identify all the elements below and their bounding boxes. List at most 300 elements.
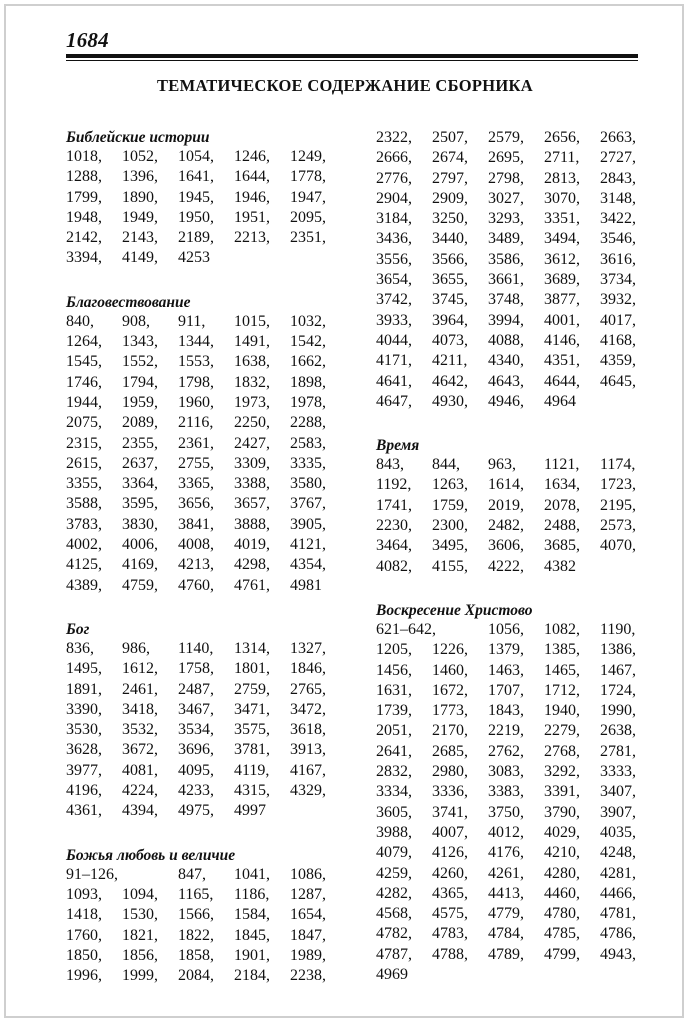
page-reference: 1264,	[66, 333, 102, 351]
page-reference: 4298,	[234, 556, 270, 574]
page-reference: 2637,	[122, 454, 158, 472]
page-reference: 1288,	[66, 168, 102, 186]
page-reference: 4121,	[290, 536, 326, 554]
page-reference: 3781,	[234, 741, 270, 759]
page-reference: 2832,	[376, 763, 412, 781]
page-reference: 844,	[432, 456, 460, 474]
page-reference: 4210,	[544, 844, 580, 862]
page-reference: 3606,	[488, 537, 524, 555]
page-reference: 4645,	[600, 372, 636, 390]
page-reference: 1641,	[178, 168, 214, 186]
page-reference: 4787,	[376, 945, 412, 963]
number-list	[66, 865, 346, 987]
page-reference: 4329,	[290, 782, 326, 800]
page-reference: 3355,	[66, 475, 102, 493]
page-reference: 3471,	[234, 700, 270, 718]
page-reference: 2089,	[122, 414, 158, 432]
page-reference: 1822,	[178, 926, 214, 944]
page-reference: 2288,	[290, 414, 326, 432]
page-reference: 4081,	[122, 761, 158, 779]
page-reference: 1891,	[66, 680, 102, 698]
page-reference: 3741,	[432, 803, 468, 821]
page-reference: 2638,	[600, 722, 636, 740]
section-gods-love	[66, 846, 346, 987]
page-reference: 3905,	[290, 515, 326, 533]
page-reference: 1847,	[290, 926, 326, 944]
page-reference: 4088,	[488, 331, 524, 349]
page-reference: 3696,	[178, 741, 214, 759]
page-reference: 2315,	[66, 434, 102, 452]
page-reference: 4641,	[376, 372, 412, 390]
page-reference: 4233,	[178, 782, 214, 800]
page-reference: 1545,	[66, 353, 102, 371]
page-reference: 3335,	[290, 454, 326, 472]
page-reference: 1082,	[544, 620, 580, 638]
page-reference: 2238,	[290, 967, 326, 985]
page-reference: 2230,	[376, 517, 412, 535]
section-evangelism	[66, 293, 346, 596]
page-reference: 4082,	[376, 557, 412, 575]
page-reference: 2084,	[178, 967, 214, 985]
page-reference: 847,	[178, 865, 206, 883]
page-reference: 4260,	[432, 864, 468, 882]
page-reference: 3745,	[432, 291, 468, 309]
page-reference: 4997	[234, 802, 266, 820]
page-reference: 4079,	[376, 844, 412, 862]
page-reference: 1758,	[178, 660, 214, 678]
page-reference: 3184,	[376, 210, 412, 228]
page-reference: 3616,	[600, 250, 636, 268]
page-reference: 2674,	[432, 149, 468, 167]
page-reference: 1672,	[432, 681, 468, 699]
header-rule-thick	[66, 54, 638, 58]
page-reference: 2695,	[488, 149, 524, 167]
page-reference: 4006,	[122, 536, 158, 554]
page-reference: 2615,	[66, 454, 102, 472]
page-reference: 4340,	[488, 352, 524, 370]
page-reference: 1707,	[488, 681, 524, 699]
page-reference: 2768,	[544, 742, 580, 760]
section-bible-stories	[66, 128, 346, 269]
page-reference: 1850,	[66, 946, 102, 964]
page-reference: 1165,	[178, 885, 214, 903]
page-reference: 3388,	[234, 475, 270, 493]
page-reference: 1192,	[376, 476, 412, 494]
page-reference: 1344,	[178, 333, 214, 351]
page-reference: 3575,	[234, 721, 270, 739]
page-reference: 4168,	[600, 331, 636, 349]
page-reference: 4095,	[178, 761, 214, 779]
page-reference: 4781,	[600, 905, 636, 923]
page-reference: 1190,	[600, 620, 636, 638]
page-reference: 1612,	[122, 660, 158, 678]
page-reference: 1385,	[544, 641, 580, 659]
page-reference: 2195,	[600, 496, 636, 514]
page-reference: 3877,	[544, 291, 580, 309]
page-reference: 4017,	[600, 311, 636, 329]
page-reference: 3994,	[488, 311, 524, 329]
page-reference: 4035,	[600, 823, 636, 841]
page-reference: 3467,	[178, 700, 214, 718]
page-reference: 1940,	[544, 702, 580, 720]
section-title: Бог	[66, 620, 90, 638]
page-reference: 3654,	[376, 271, 412, 289]
page-reference: 1996,	[66, 967, 102, 985]
page-reference: 4012,	[488, 823, 524, 841]
page-reference: 3383,	[488, 783, 524, 801]
page-reference: 4248,	[600, 844, 636, 862]
page-reference: 2482,	[488, 517, 524, 535]
page-reference: 1644,	[234, 168, 270, 186]
page-reference: 1056,	[488, 620, 524, 638]
page-reference: 1959,	[122, 393, 158, 411]
page-reference: 2663,	[600, 129, 636, 146]
page-reference: 3464,	[376, 537, 412, 555]
page-reference: 3418,	[122, 700, 158, 718]
page-reference: 3586,	[488, 250, 524, 268]
page-reference: 3964,	[432, 311, 468, 329]
page-reference: 4780,	[544, 905, 580, 923]
page-title: ТЕМАТИЧЕСКОЕ СОДЕРЖАНИЕ СБОРНИКА	[156, 76, 534, 95]
page-reference: 1845,	[234, 926, 270, 944]
page-reference-range: 621–642,	[376, 620, 436, 638]
page-reference: 3988,	[376, 823, 412, 841]
page-reference: 1463,	[488, 661, 524, 679]
page-reference: 3566,	[432, 250, 468, 268]
page-reference: 1614,	[488, 476, 524, 494]
page-reference: 1723,	[600, 476, 636, 494]
page-reference: 2300,	[432, 517, 468, 535]
page-reference: 1947,	[290, 188, 326, 206]
page-reference: 4784,	[488, 925, 524, 943]
page-reference: 2666,	[376, 149, 412, 167]
page-reference: 3605,	[376, 803, 412, 821]
page-reference: 4261,	[488, 864, 524, 882]
page-reference: 3489,	[488, 230, 524, 248]
page-reference: 1846,	[290, 660, 326, 678]
page-reference: 4365,	[432, 884, 468, 902]
page-reference: 4169,	[122, 556, 158, 574]
left-column	[66, 128, 346, 1010]
page-reference: 1798,	[178, 373, 214, 391]
page-reference: 4213,	[178, 556, 214, 574]
page-reference: 4946,	[488, 392, 524, 410]
page-reference: 1566,	[178, 906, 214, 924]
page-reference: 3656,	[178, 495, 214, 513]
page-reference: 2765,	[290, 680, 326, 698]
page-reference: 963,	[488, 456, 516, 474]
page-reference: 1898,	[290, 373, 326, 391]
page-reference: 1140,	[178, 639, 214, 657]
page-reference: 1978,	[290, 393, 326, 411]
page-reference: 3333,	[600, 763, 636, 781]
page-reference: 1314,	[234, 639, 270, 657]
page-reference: 4282,	[376, 884, 412, 902]
page-reference: 2583,	[290, 434, 326, 452]
page-reference: 3841,	[178, 515, 214, 533]
page-reference: 1379,	[488, 641, 524, 659]
page-reference: 3407,	[600, 783, 636, 801]
number-list	[376, 620, 646, 985]
page-reference: 3422,	[600, 210, 636, 228]
page-reference: 3534,	[178, 721, 214, 739]
page-reference: 4359,	[600, 352, 636, 370]
page-reference: 4119,	[234, 761, 270, 779]
page-reference: 1949,	[122, 208, 158, 226]
page-reference: 2075,	[66, 414, 102, 432]
page-reference: 3495,	[432, 537, 468, 555]
section-title: Время	[376, 437, 420, 455]
page-reference: 1990,	[600, 702, 636, 720]
page-reference: 3027,	[488, 189, 524, 207]
page-reference: 3661,	[488, 271, 524, 289]
page-reference: 3532,	[122, 721, 158, 739]
page-reference: 2813,	[544, 169, 580, 187]
page-reference: 1948,	[66, 208, 102, 226]
page-reference: 1205,	[376, 641, 412, 659]
page-reference: 3472,	[290, 700, 326, 718]
page-reference: 2759,	[234, 680, 270, 698]
page-reference: 1456,	[376, 661, 412, 679]
page-reference: 3595,	[122, 495, 158, 513]
page-reference: 2843,	[600, 169, 636, 187]
page-reference: 4029,	[544, 823, 580, 841]
page-reference: 4002,	[66, 536, 102, 554]
page-reference: 3742,	[376, 291, 412, 309]
page-reference: 1945,	[178, 188, 214, 206]
page-reference: 4394,	[122, 802, 158, 820]
page-reference: 3748,	[488, 291, 524, 309]
page-reference: 3618,	[290, 721, 326, 739]
page-reference: 2487,	[178, 680, 214, 698]
page-reference: 1094,	[122, 885, 158, 903]
page-reference: 3390,	[66, 700, 102, 718]
page-reference: 2351,	[290, 229, 326, 247]
page-reference: 1553,	[178, 353, 214, 371]
page-reference: 2189,	[178, 229, 214, 247]
page-reference: 2727,	[600, 149, 636, 167]
page-reference: 1724,	[600, 681, 636, 699]
page-reference: 3672,	[122, 741, 158, 759]
page-reference: 3293,	[488, 210, 524, 228]
page-reference: 4224,	[122, 782, 158, 800]
page-reference: 3494,	[544, 230, 580, 248]
page-reference: 3530,	[66, 721, 102, 739]
page-reference: 3364,	[122, 475, 158, 493]
page-reference: 1634,	[544, 476, 580, 494]
page-reference: 1396,	[122, 168, 158, 186]
page-reference: 4044,	[376, 331, 412, 349]
page-reference: 2143,	[122, 229, 158, 247]
page-reference: 4642,	[432, 372, 468, 390]
page-reference: 3612,	[544, 250, 580, 268]
page-reference: 1760,	[66, 926, 102, 944]
page-reference: 4259,	[376, 864, 412, 882]
page-reference: 4073,	[432, 331, 468, 349]
page-reference: 1343,	[122, 333, 158, 351]
page-reference: 2355,	[122, 434, 158, 452]
page-reference: 2904,	[376, 189, 412, 207]
page-reference: 3830,	[122, 515, 158, 533]
page-reference: 2507,	[432, 129, 468, 146]
page-reference: 2776,	[376, 169, 412, 187]
page-reference: 3783,	[66, 515, 102, 533]
page-reference: 1654,	[290, 906, 326, 924]
page-reference: 1015,	[234, 312, 270, 330]
page-reference: 1542,	[290, 333, 326, 351]
page-reference: 4799,	[544, 945, 580, 963]
page-reference: 3588,	[66, 495, 102, 513]
number-list	[376, 128, 646, 412]
page-reference: 1552,	[122, 353, 158, 371]
page-reference: 2051,	[376, 722, 412, 740]
page-reference: 1960,	[178, 393, 214, 411]
page-reference: 3657,	[234, 495, 270, 513]
page-reference: 4644,	[544, 372, 580, 390]
page-reference: 3250,	[432, 210, 468, 228]
page-reference: 4280,	[544, 864, 580, 882]
page-reference: 1759,	[432, 496, 468, 514]
page-reference: 1741,	[376, 496, 412, 514]
page-reference: 1041,	[234, 865, 270, 883]
page-reference: 4785,	[544, 925, 580, 943]
page-reference: 1946,	[234, 188, 270, 206]
page-reference: 3556,	[376, 250, 412, 268]
page-reference: 4196,	[66, 782, 102, 800]
page-reference: 1662,	[290, 353, 326, 371]
page-reference: 3083,	[488, 763, 524, 781]
page-reference: 4647,	[376, 392, 412, 410]
right-column	[376, 128, 646, 1009]
section-resurrection	[376, 601, 646, 985]
page-reference: 4943,	[600, 945, 636, 963]
page-reference: 1799,	[66, 188, 102, 206]
page-reference: 4413,	[488, 884, 524, 902]
page-reference: 1631,	[376, 681, 412, 699]
page-reference: 1246,	[234, 148, 270, 165]
page-reference: 840,	[66, 312, 94, 330]
page-reference: 3336,	[432, 783, 468, 801]
page-reference-range: 91–126,	[66, 865, 118, 883]
page-reference: 1832,	[234, 373, 270, 391]
page-reference: 1186,	[234, 885, 270, 903]
page-reference: 2142,	[66, 229, 102, 247]
page-reference: 1712,	[544, 681, 580, 699]
page-reference: 3689,	[544, 271, 580, 289]
page-reference: 3546,	[600, 230, 636, 248]
page-reference: 4126,	[432, 844, 468, 862]
page-reference: 4253	[178, 249, 210, 267]
page-reference: 2488,	[544, 517, 580, 535]
page-reference: 2762,	[488, 742, 524, 760]
page-reference: 3685,	[544, 537, 580, 555]
page-reference: 2711,	[544, 149, 580, 167]
page-reference: 4460,	[544, 884, 580, 902]
page-reference: 4783,	[432, 925, 468, 943]
page-reference: 1460,	[432, 661, 468, 679]
page-reference: 3767,	[290, 495, 326, 513]
page-reference: 1856,	[122, 946, 158, 964]
page-reference: 1093,	[66, 885, 102, 903]
page-reference: 3750,	[488, 803, 524, 821]
page-reference: 1226,	[432, 641, 468, 659]
section-title: Библейские истории	[66, 129, 210, 146]
page-reference: 4389,	[66, 576, 102, 594]
page-reference: 4759,	[122, 576, 158, 594]
section-gods-love-continued	[376, 128, 646, 412]
page-reference: 3580,	[290, 475, 326, 493]
page-reference: 1794,	[122, 373, 158, 391]
page-reference: 2909,	[432, 189, 468, 207]
page-reference: 4171,	[376, 352, 412, 370]
page-reference: 2755,	[178, 454, 214, 472]
page-reference: 4167,	[290, 761, 326, 779]
page-reference: 4176,	[488, 844, 524, 862]
page-reference: 2798,	[488, 169, 524, 187]
number-list	[66, 312, 346, 596]
page-reference: 4643,	[488, 372, 524, 390]
page-reference: 4761,	[234, 576, 270, 594]
number-list	[66, 147, 346, 269]
page-reference: 911,	[178, 312, 206, 330]
page-reference: 3790,	[544, 803, 580, 821]
page-reference: 4382	[544, 557, 576, 575]
page-reference: 4222,	[488, 557, 524, 575]
page-reference: 1901,	[234, 946, 270, 964]
number-list	[66, 639, 346, 822]
page-reference: 1999,	[122, 967, 158, 985]
page-reference: 1530,	[122, 906, 158, 924]
page-reference: 1746,	[66, 373, 102, 391]
page-reference: 1491,	[234, 333, 270, 351]
page-reference: 2573,	[600, 517, 636, 535]
number-list	[376, 455, 646, 577]
page-reference: 4760,	[178, 576, 214, 594]
page-reference: 3351,	[544, 210, 580, 228]
page-reference: 4969	[376, 965, 408, 983]
page-reference: 2219,	[488, 722, 524, 740]
page-reference: 3334,	[376, 783, 412, 801]
page-reference: 4019,	[234, 536, 270, 554]
section-title: Воскресение Христово	[376, 601, 533, 619]
page-reference: 4007,	[432, 823, 468, 841]
page-reference: 4575,	[432, 905, 468, 923]
section-title: Божья любовь и величие	[66, 846, 236, 864]
page-reference: 1801,	[234, 660, 270, 678]
page-reference: 1638,	[234, 353, 270, 371]
page-reference: 1467,	[600, 661, 636, 679]
page-reference: 1121,	[544, 456, 580, 474]
page-reference: 1890,	[122, 188, 158, 206]
page-reference: 2250,	[234, 414, 270, 432]
page-reference: 1327,	[290, 639, 326, 657]
page-reference: 2361,	[178, 434, 214, 452]
page-reference: 2184,	[234, 967, 270, 985]
page-reference: 2461,	[122, 680, 158, 698]
page-reference: 3292,	[544, 763, 580, 781]
page-number: 1684	[66, 28, 109, 52]
page-reference: 1778,	[290, 168, 326, 186]
page-reference: 4008,	[178, 536, 214, 554]
page-reference: 2078,	[544, 496, 580, 514]
page-reference: 4779,	[488, 905, 524, 923]
page-reference: 2116,	[178, 414, 214, 432]
page-reference: 4789,	[488, 945, 524, 963]
page-reference: 1950,	[178, 208, 214, 226]
page-reference: 1386,	[600, 641, 636, 659]
page-reference: 1418,	[66, 906, 102, 924]
page-reference: 908,	[122, 312, 150, 330]
